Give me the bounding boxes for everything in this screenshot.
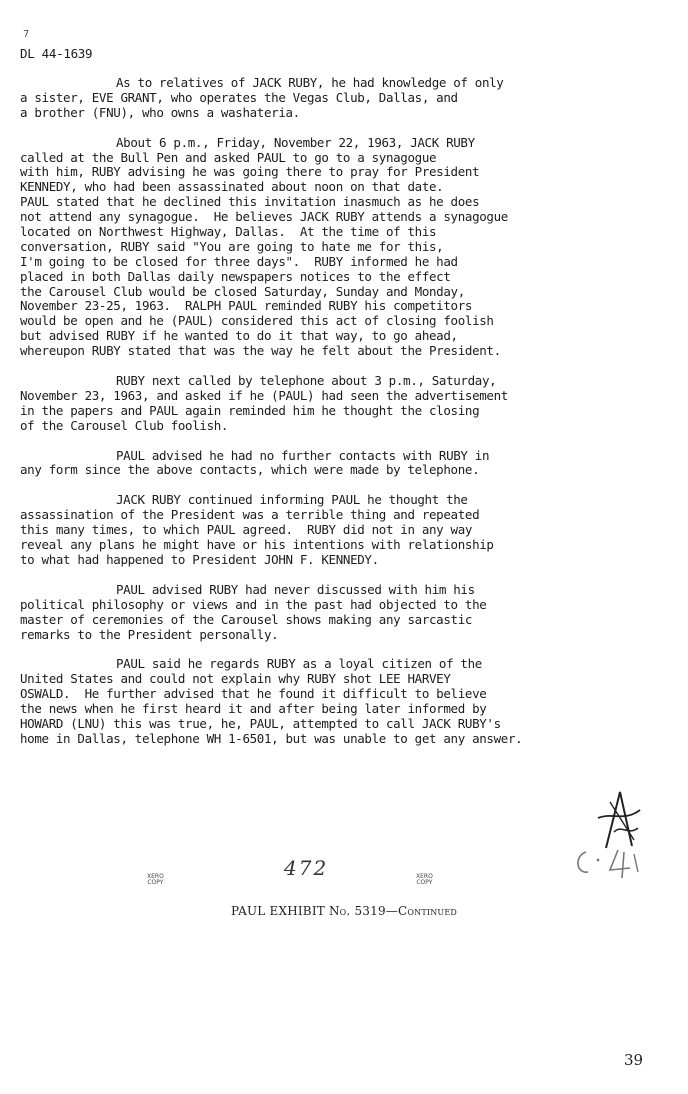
text-line: with him, RUBY advising he was going there to pray for President [20, 164, 480, 180]
xero-copy-stamp: XERO COPY [147, 873, 164, 886]
text-line: not attend any synagogue. He believes JACK RUBY attends a synagogue [20, 209, 508, 225]
paragraph [20, 449, 680, 479]
text-line: KENNEDY, who had been assassinated about noon on that date. [20, 179, 444, 195]
signature-initials-icon [594, 788, 644, 852]
text-line: PAUL stated that he declined this invitation inasmuch as he does [20, 194, 480, 210]
text-line: conversation, RUBY said "You are going to hate me for this, [20, 238, 444, 254]
corner-mark: 7 [23, 29, 30, 40]
text-line: home in Dallas, telephone WH 1-6501, but was unable to get any answer. [20, 730, 523, 746]
page-number: 39 [624, 1051, 644, 1069]
text-line: this many times, to which PAUL agreed. RUBY did not in any way [20, 522, 473, 538]
text-line: November 23-25, 1963. RALPH PAUL reminded RUBY his competitors [20, 298, 473, 314]
text-line: reveal any plans he might have or his intentions with relationship [20, 537, 494, 553]
text-line: PAUL advised RUBY had never discussed with him his [116, 581, 475, 597]
text-line: JACK RUBY continued informing PAUL he thought the [116, 492, 468, 508]
text-line: a brother (FNU), who owns a washateria. [20, 104, 300, 120]
text-line: PAUL advised he had no further contacts with RUBY in [116, 447, 490, 463]
text-line: remarks to the President personally. [20, 626, 279, 642]
text-line: the news when he first heard it and after being later informed by [20, 701, 487, 717]
file-number: DL 44-1639 [20, 46, 93, 61]
text-line: would be open and he (PAUL) considered this act of closing foolish [20, 313, 494, 329]
text-line: assassination of the President was a terrible thing and repeated [20, 507, 480, 523]
paragraph [20, 493, 680, 567]
paragraph [20, 136, 680, 359]
text-line: a sister, EVE GRANT, who operates the Vegas Club, Dallas, and [20, 89, 458, 105]
text-line: called at the Bull Pen and asked PAUL to go to a synagogue [20, 149, 437, 165]
exhibit-caption: PAUL EXHIBIT No. 5319—Continued [230, 904, 458, 918]
paragraph [20, 76, 680, 121]
text-line: the Carousel Club would be closed Saturday, Sunday and Monday, [20, 283, 465, 299]
text-line: placed in both Dallas daily newspapers notices to the effect [20, 268, 451, 284]
paragraph [20, 583, 680, 643]
text-line: OSWALD. He further advised that he found it difficult to believe [20, 686, 487, 702]
text-line: HOWARD (LNU) this was true, he, PAUL, attempted to call JACK RUBY's [20, 715, 501, 731]
xero-copy-stamp: XERO COPY [416, 873, 433, 886]
paragraph [20, 374, 680, 434]
text-line: located on Northwest Highway, Dallas. At the time of this [20, 224, 437, 240]
text-line: to what had happened to President JOHN F. KENNEDY. [20, 551, 379, 567]
text-line: RUBY next called by telephone about 3 p.m., Saturday, [116, 373, 497, 389]
text-line: master of ceremonies of the Carousel shows making any sarcastic [20, 611, 473, 627]
text-line: PAUL said he regards RUBY as a loyal citizen of the [116, 656, 482, 672]
text-line: whereupon RUBY stated that was the way he felt about the President. [20, 343, 501, 359]
text-line: United States and could not explain why RUBY shot LEE HARVEY [20, 671, 451, 687]
text-line: I'm going to be closed for three days". RUBY informed he had [20, 253, 458, 269]
text-line: November 23, 1963, and asked if he (PAUL) had seen the advertisement [20, 387, 508, 403]
text-line: but advised RUBY if he wanted to do it that way, to go ahead, [20, 328, 458, 344]
paragraph [20, 657, 680, 746]
text-line: of the Carousel Club foolish. [20, 417, 229, 433]
text-line: political philosophy or views and in the past had objected to the [20, 596, 487, 612]
text-line: in the papers and PAUL again reminded him he thought the closing [20, 402, 480, 418]
handwritten-page-number: 472 [284, 856, 329, 880]
document-body [20, 76, 680, 762]
text-line: About 6 p.m., Friday, November 22, 1963, JACK RUBY [116, 134, 475, 150]
handwritten-mark-icon [572, 846, 652, 880]
text-line: As to relatives of JACK RUBY, he had knowledge of only [116, 75, 504, 90]
text-line: any form since the above contacts, which were made by telephone. [20, 462, 480, 478]
